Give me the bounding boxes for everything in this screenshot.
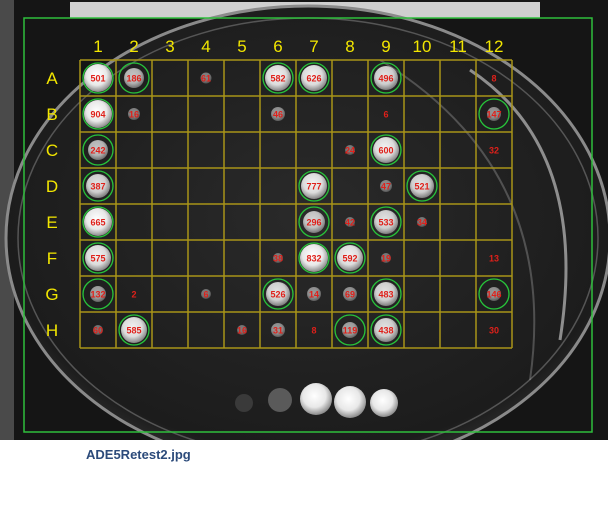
colony-count: 8: [311, 325, 317, 336]
row-label: G: [45, 285, 59, 304]
colony-count: 14: [308, 289, 320, 300]
column-label: 6: [273, 37, 283, 56]
colony-count: 600: [378, 145, 394, 156]
colony-count: 521: [414, 181, 430, 192]
colony-count: 69: [344, 289, 356, 300]
row-label: A: [46, 69, 58, 88]
column-label: 10: [412, 37, 432, 56]
colony-count: 2: [131, 289, 137, 300]
column-label: 1: [93, 37, 103, 56]
colony-count: 47: [380, 181, 392, 192]
colony-count: 438: [378, 325, 394, 336]
colony-count: 6: [383, 109, 389, 120]
column-label: 5: [237, 37, 247, 56]
colony-count: 665: [90, 217, 106, 228]
row-label: E: [46, 213, 58, 232]
column-label: 2: [129, 37, 139, 56]
column-label: 7: [309, 37, 319, 56]
colony-count: 904: [90, 109, 106, 120]
row-label: F: [46, 249, 58, 268]
colony-count: 496: [378, 73, 394, 84]
colony-count: 777: [306, 181, 322, 192]
colony-count: 32: [488, 145, 500, 156]
colony-count: 30: [488, 325, 500, 336]
colony-count: 42: [344, 217, 356, 228]
column-label: 12: [484, 37, 504, 56]
colony-count: 13: [488, 253, 500, 264]
colony-count: 387: [90, 181, 106, 192]
column-label: 9: [381, 37, 391, 56]
colony-count: 24: [344, 145, 356, 156]
colony-count: 6: [203, 289, 209, 300]
colony-count: 186: [126, 73, 142, 84]
colony-count: 19: [380, 253, 392, 264]
colony-count: 242: [90, 145, 106, 156]
colony-count: 582: [270, 73, 286, 84]
colony-count: 119: [342, 325, 358, 336]
colony-count: 60: [92, 325, 104, 336]
colony-count: 132: [90, 289, 106, 300]
colony-count: 31: [272, 325, 284, 336]
colony-count: 575: [90, 253, 106, 264]
row-label: C: [45, 141, 59, 160]
colony-count: 526: [270, 289, 286, 300]
colony-count: 832: [306, 253, 322, 264]
row-label: B: [46, 105, 58, 124]
colony-count: 34: [416, 217, 428, 228]
column-label: 8: [345, 37, 355, 56]
row-label: D: [45, 177, 59, 196]
colony-count: 592: [342, 253, 358, 264]
column-label: 4: [201, 37, 211, 56]
colony-count: 16: [236, 325, 248, 336]
colony-count: 296: [306, 217, 322, 228]
column-label: 11: [449, 37, 467, 56]
colony-count: 8: [491, 73, 497, 84]
row-label: H: [45, 321, 59, 340]
image-filename-caption: ADE5Retest2.jpg: [86, 447, 191, 462]
colony-count: 501: [90, 73, 106, 84]
colony-count: 147: [486, 109, 502, 120]
column-label: 3: [165, 37, 175, 56]
colony-count: 38: [272, 253, 284, 264]
colony-count: 483: [378, 289, 394, 300]
colony-count: 585: [126, 325, 142, 336]
colony-count: 61: [200, 73, 212, 84]
colony-count: 626: [306, 73, 322, 84]
colony-count: 146: [486, 289, 502, 300]
colony-count: 533: [378, 217, 394, 228]
colony-count: 16: [128, 109, 140, 120]
colony-count: 46: [272, 109, 284, 120]
